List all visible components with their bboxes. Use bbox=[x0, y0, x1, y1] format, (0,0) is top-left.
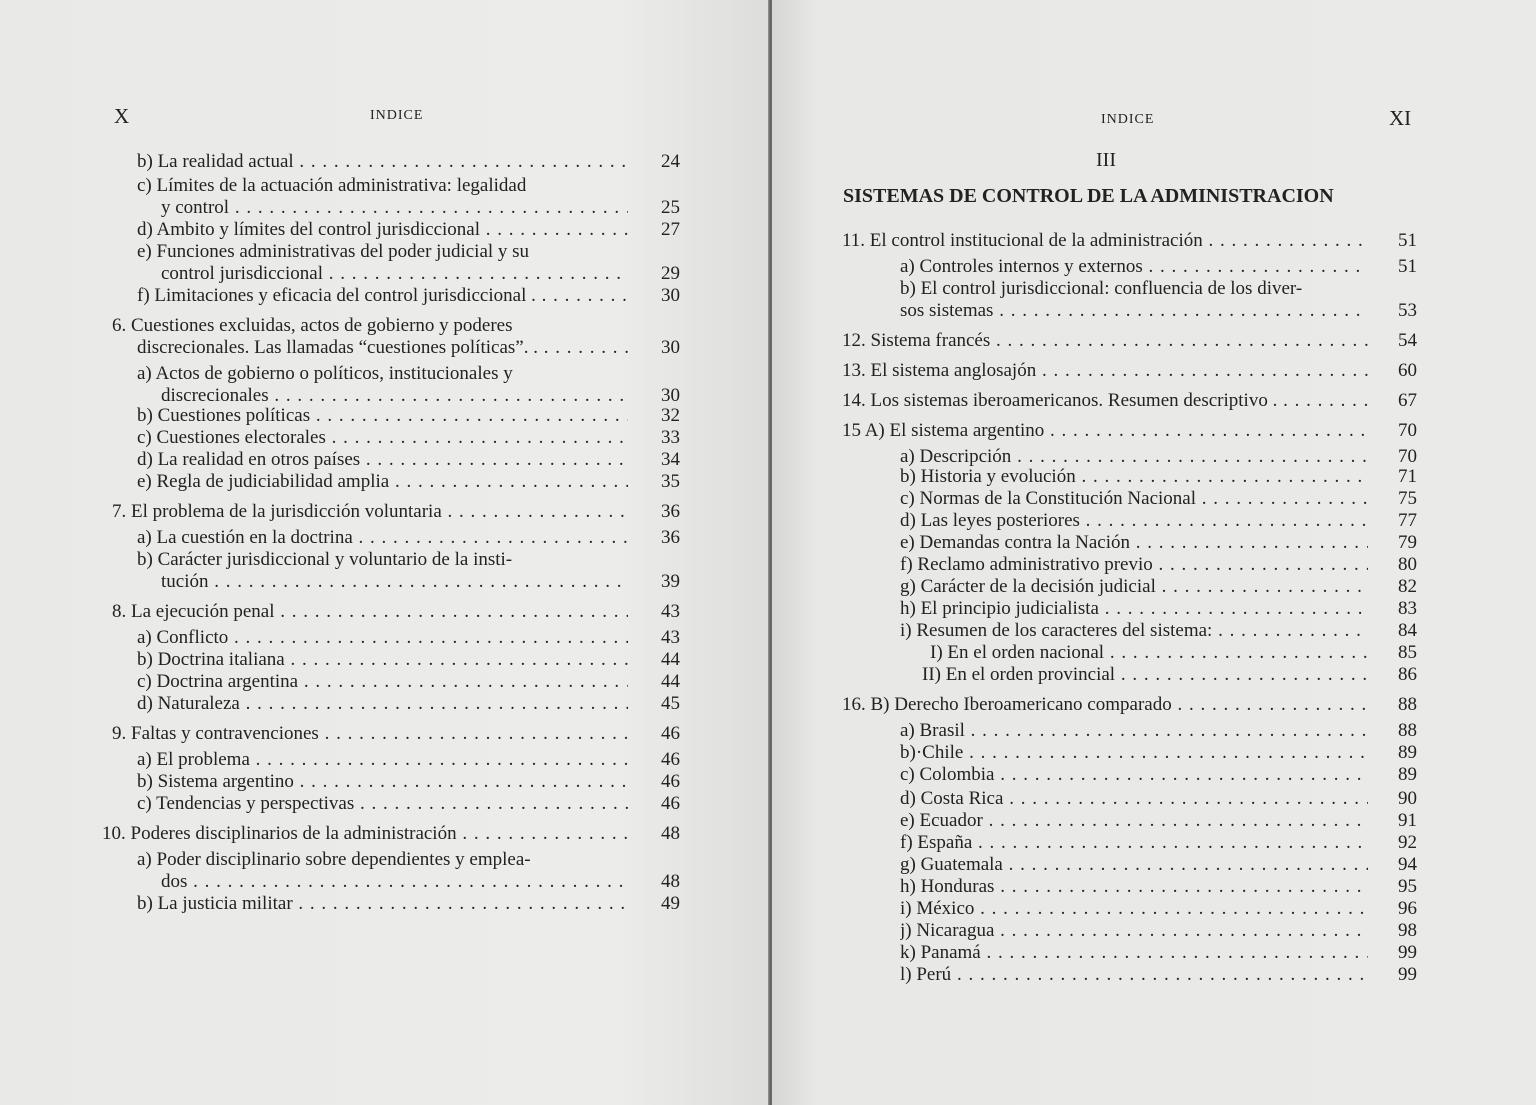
toc-entry bbox=[900, 488, 1368, 510]
toc-entry bbox=[842, 360, 1368, 382]
toc-entry bbox=[161, 571, 628, 593]
toc-entry bbox=[137, 449, 628, 471]
toc-page-number: 82 bbox=[1398, 576, 1417, 597]
toc-entry bbox=[137, 893, 628, 915]
toc-entry-label: d) Ambito y límites del control jurisdiccional . . . bbox=[137, 219, 628, 241]
toc-entry-label: d) La realidad en otros países . . . bbox=[137, 449, 628, 471]
toc-page-number: 43 bbox=[661, 627, 680, 648]
toc-page-number: 91 bbox=[1398, 810, 1417, 831]
toc-entry bbox=[137, 219, 628, 241]
toc-page-number: 54 bbox=[1398, 330, 1417, 351]
toc-entry bbox=[161, 871, 628, 893]
toc-entry-label: a) Brasil . . . bbox=[900, 720, 1368, 742]
toc-entry bbox=[161, 263, 628, 285]
toc-entry bbox=[161, 197, 628, 219]
toc-entry bbox=[900, 854, 1368, 876]
toc-page-number: 46 bbox=[661, 771, 680, 792]
toc-entry-label: a) Controles internos y externos . . . bbox=[900, 256, 1368, 278]
toc-entry-label: e) Funciones administrativas del poder judicial y su bbox=[137, 241, 530, 262]
right-page-folio: XI bbox=[1389, 106, 1412, 130]
toc-entry bbox=[137, 175, 526, 197]
toc-entry-label: b) La justicia militar . . . bbox=[137, 893, 628, 915]
toc-entry bbox=[900, 532, 1368, 554]
toc-entry-label: c) Normas de la Constitución Nacional . . . bbox=[900, 488, 1368, 510]
toc-page-number: 45 bbox=[661, 693, 680, 714]
toc-page-number: 94 bbox=[1398, 854, 1417, 875]
toc-page-number: 70 bbox=[1398, 446, 1417, 467]
toc-page-number: 88 bbox=[1398, 694, 1417, 715]
toc-entry-label: b) Cuestiones políticas . . . bbox=[137, 405, 628, 427]
toc-page-number: 39 bbox=[661, 571, 680, 592]
toc-page-number: 44 bbox=[661, 671, 680, 692]
toc-entry bbox=[137, 471, 628, 493]
toc-entry bbox=[137, 151, 628, 173]
toc-entry-label: discrecionales. Las llamadas “cuestiones políticas”. . . . . bbox=[137, 337, 628, 359]
toc-page-number: 60 bbox=[1398, 360, 1417, 381]
toc-entry-label: l) Perú . . . bbox=[900, 964, 1368, 986]
toc-entry-label: 11. El control institucional de la administración . . . bbox=[842, 230, 1368, 252]
toc-page-number: 85 bbox=[1398, 642, 1417, 663]
toc-entry-label: e) Demandas contra la Nación . . . bbox=[900, 532, 1368, 554]
toc-entry bbox=[137, 627, 628, 649]
toc-entry-label: k) Panamá . . . bbox=[900, 942, 1368, 964]
toc-entry bbox=[137, 749, 628, 771]
toc-entry-label: 10. Poderes disciplinarios de la administración . . . bbox=[102, 823, 628, 845]
toc-entry bbox=[137, 363, 513, 385]
toc-entry-label: 8. La ejecución penal . . . bbox=[112, 601, 628, 623]
toc-page-number: 44 bbox=[661, 649, 680, 670]
toc-entry-label: 13. El sistema anglosajón . . . bbox=[842, 360, 1368, 382]
toc-entry-label: a) Descripción . . . bbox=[900, 446, 1368, 468]
part-number: III bbox=[1096, 149, 1116, 171]
toc-entry-label: a) El problema . . . bbox=[137, 749, 628, 771]
toc-entry-label: e) Regla de judiciabilidad amplia . . . bbox=[137, 471, 628, 493]
toc-entry bbox=[137, 649, 628, 671]
toc-page-number: 36 bbox=[661, 501, 680, 522]
toc-entry-label: d) Naturaleza . . . bbox=[137, 693, 628, 715]
toc-page-number: 89 bbox=[1398, 742, 1417, 763]
toc-entry bbox=[137, 405, 628, 427]
toc-page-number: 46 bbox=[661, 793, 680, 814]
toc-page-number: 27 bbox=[661, 219, 680, 240]
toc-page-number: 48 bbox=[661, 823, 680, 844]
toc-entry-label: c) Doctrina argentina . . . bbox=[137, 671, 628, 693]
toc-page-number: 36 bbox=[661, 527, 680, 548]
toc-entry bbox=[900, 466, 1368, 488]
toc-entry-label: dos . . . bbox=[161, 871, 628, 893]
toc-entry-label: d) Costa Rica . . . bbox=[900, 788, 1368, 810]
toc-page-number: 99 bbox=[1398, 964, 1417, 985]
toc-entry bbox=[137, 771, 628, 793]
toc-entry-label: d) Las leyes posteriores . . . bbox=[900, 510, 1368, 532]
toc-page-number: 75 bbox=[1398, 488, 1417, 509]
toc-page-number: 71 bbox=[1398, 466, 1417, 487]
toc-entry-label: I) En el orden nacional . . . bbox=[930, 642, 1368, 664]
toc-entry bbox=[900, 446, 1368, 468]
toc-entry-label: b)·Chile . . . bbox=[900, 742, 1368, 764]
toc-page-number: 30 bbox=[661, 337, 680, 358]
toc-entry bbox=[112, 601, 628, 623]
toc-entry bbox=[900, 510, 1368, 532]
toc-entry-label: a) Poder disciplinario sobre dependientes y emplea- bbox=[137, 849, 531, 870]
right-page bbox=[772, 0, 1536, 1105]
toc-entry-label: h) El principio judicialista . . . bbox=[900, 598, 1368, 620]
toc-entry bbox=[900, 920, 1368, 942]
toc-entry bbox=[137, 693, 628, 715]
toc-entry bbox=[900, 554, 1368, 576]
toc-entry bbox=[112, 315, 512, 337]
toc-entry-label: f) España . . . bbox=[900, 832, 1368, 854]
toc-entry-label: g) Guatemala . . . bbox=[900, 854, 1368, 876]
toc-page-number: 51 bbox=[1398, 230, 1417, 251]
toc-entry-label: discrecionales . . . bbox=[161, 385, 628, 407]
toc-page-number: 70 bbox=[1398, 420, 1417, 441]
toc-entry-label: 16. B) Derecho Iberoamericano comparado . . . bbox=[842, 694, 1368, 716]
toc-entry-label: i) México . . . bbox=[900, 898, 1368, 920]
toc-entry-label: f) Reclamo administrativo previo . . . bbox=[900, 554, 1368, 576]
toc-entry bbox=[900, 764, 1368, 786]
toc-entry-label: 14. Los sistemas iberoamericanos. Resumen descriptivo . . . . bbox=[842, 390, 1368, 412]
toc-entry bbox=[930, 642, 1368, 664]
toc-page-number: 43 bbox=[661, 601, 680, 622]
toc-entry-label: a) Conflicto . . . bbox=[137, 627, 628, 649]
toc-page-number: 92 bbox=[1398, 832, 1417, 853]
toc-entry bbox=[137, 849, 531, 871]
toc-page-number: 95 bbox=[1398, 876, 1417, 897]
toc-page-number: 32 bbox=[661, 405, 680, 426]
toc-entry-label: f) Limitaciones y eficacia del control jurisdiccional . . . . bbox=[137, 285, 628, 307]
toc-page-number: 49 bbox=[661, 893, 680, 914]
toc-page-number: 51 bbox=[1398, 256, 1417, 277]
toc-page-number: 98 bbox=[1398, 920, 1417, 941]
toc-entry bbox=[900, 576, 1368, 598]
toc-page-number: 96 bbox=[1398, 898, 1417, 919]
toc-entry bbox=[900, 598, 1368, 620]
toc-entry-label: a) Actos de gobierno o políticos, institucionales y bbox=[137, 363, 513, 384]
toc-entry-label: 6. Cuestiones excluidas, actos de gobierno y poderes bbox=[112, 315, 513, 336]
toc-page-number: 30 bbox=[661, 385, 680, 406]
toc-entry bbox=[842, 390, 1368, 412]
toc-entry-label: sos sistemas . . . bbox=[900, 300, 1368, 322]
toc-page-number: 33 bbox=[661, 427, 680, 448]
toc-entry bbox=[900, 876, 1368, 898]
toc-entry-label: e) Ecuador . . . bbox=[900, 810, 1368, 832]
toc-page-number: 90 bbox=[1398, 788, 1417, 809]
toc-page-number: 46 bbox=[661, 749, 680, 770]
toc-entry-label: 15 A) El sistema argentino . . . bbox=[842, 420, 1368, 442]
toc-entry bbox=[137, 793, 628, 815]
right-page-header: INDICE bbox=[1101, 112, 1155, 127]
toc-page-number: 48 bbox=[661, 871, 680, 892]
toc-entry bbox=[842, 420, 1368, 442]
toc-entry-label: y control . . . bbox=[161, 197, 628, 219]
toc-page-number: 25 bbox=[661, 197, 680, 218]
toc-page-number: 80 bbox=[1398, 554, 1417, 575]
toc-entry-label: c) Tendencias y perspectivas . . . bbox=[137, 793, 628, 815]
toc-entry bbox=[900, 742, 1368, 764]
toc-page-number: 89 bbox=[1398, 764, 1417, 785]
toc-entry-label: 9. Faltas y contravenciones . . . bbox=[112, 723, 628, 745]
toc-entry-label: a) La cuestión en la doctrina . . . bbox=[137, 527, 628, 549]
toc-page-number: 77 bbox=[1398, 510, 1417, 531]
toc-entry-label: h) Honduras . . . bbox=[900, 876, 1368, 898]
toc-entry bbox=[900, 300, 1368, 322]
toc-entry bbox=[102, 823, 628, 845]
toc-entry-label: c) Límites de la actuación administrativa: legalidad bbox=[137, 175, 527, 196]
toc-entry-label: II) En el orden provincial . . . bbox=[922, 664, 1368, 686]
toc-entry bbox=[137, 337, 628, 359]
toc-page-number: 46 bbox=[661, 723, 680, 744]
toc-entry-label: b) Historia y evolución . . . bbox=[900, 466, 1368, 488]
toc-entry-label: b) La realidad actual . . . bbox=[137, 151, 628, 173]
toc-entry-label: i) Resumen de los caracteres del sistema: . . . bbox=[900, 620, 1368, 642]
toc-entry bbox=[137, 527, 628, 549]
toc-entry bbox=[842, 330, 1368, 352]
toc-entry bbox=[900, 278, 1302, 300]
toc-entry bbox=[900, 964, 1368, 986]
toc-entry bbox=[842, 230, 1368, 252]
toc-entry bbox=[900, 620, 1368, 642]
toc-entry bbox=[137, 671, 628, 693]
toc-entry bbox=[112, 723, 628, 745]
left-page-header: INDICE bbox=[370, 108, 424, 123]
toc-entry-label: 12. Sistema francés . . . bbox=[842, 330, 1368, 352]
toc-entry-label: 7. El problema de la jurisdicción voluntaria . . . bbox=[112, 501, 628, 523]
toc-entry bbox=[137, 427, 628, 449]
toc-entry bbox=[161, 385, 628, 407]
toc-entry-label: b) Sistema argentino . . . bbox=[137, 771, 628, 793]
toc-entry-label: control jurisdiccional . . . bbox=[161, 263, 628, 285]
toc-entry bbox=[900, 832, 1368, 854]
toc-entry bbox=[900, 256, 1368, 278]
toc-entry-label: b) El control jurisdiccional: confluencia de los diver- bbox=[900, 278, 1303, 299]
toc-page-number: 79 bbox=[1398, 532, 1417, 553]
toc-page-number: 24 bbox=[661, 151, 680, 172]
toc-entry-label: tución . . . bbox=[161, 571, 628, 593]
toc-entry bbox=[900, 898, 1368, 920]
toc-page-number: 30 bbox=[661, 285, 680, 306]
toc-page-number: 67 bbox=[1398, 390, 1417, 411]
toc-entry bbox=[112, 501, 628, 523]
toc-entry bbox=[137, 549, 512, 571]
toc-entry bbox=[137, 241, 529, 263]
toc-page-number: 35 bbox=[661, 471, 680, 492]
toc-entry bbox=[900, 810, 1368, 832]
toc-page-number: 29 bbox=[661, 263, 680, 284]
toc-entry bbox=[922, 664, 1368, 686]
toc-page-number: 53 bbox=[1398, 300, 1417, 321]
toc-entry-label: j) Nicaragua . . . bbox=[900, 920, 1368, 942]
toc-entry bbox=[900, 942, 1368, 964]
toc-page-number: 86 bbox=[1398, 664, 1417, 685]
toc-page-number: 34 bbox=[661, 449, 680, 470]
toc-entry-label: c) Cuestiones electorales . . . bbox=[137, 427, 628, 449]
toc-entry-label: b) Carácter jurisdiccional y voluntario de la insti- bbox=[137, 549, 513, 570]
toc-entry bbox=[900, 720, 1368, 742]
toc-entry-label: g) Carácter de la decisión judicial . . . bbox=[900, 576, 1368, 598]
toc-entry bbox=[842, 694, 1368, 716]
toc-page-number: 99 bbox=[1398, 942, 1417, 963]
toc-page-number: 88 bbox=[1398, 720, 1417, 741]
toc-page-number: 84 bbox=[1398, 620, 1417, 641]
toc-entry bbox=[137, 285, 628, 307]
left-page-folio: X bbox=[114, 104, 130, 128]
toc-entry-label: b) Doctrina italiana . . . bbox=[137, 649, 628, 671]
toc-entry-label: c) Colombia . . . bbox=[900, 764, 1368, 786]
toc-entry bbox=[900, 788, 1368, 810]
toc-page-number: 83 bbox=[1398, 598, 1417, 619]
part-title: SISTEMAS DE CONTROL DE LA ADMINISTRACION bbox=[843, 185, 1334, 207]
